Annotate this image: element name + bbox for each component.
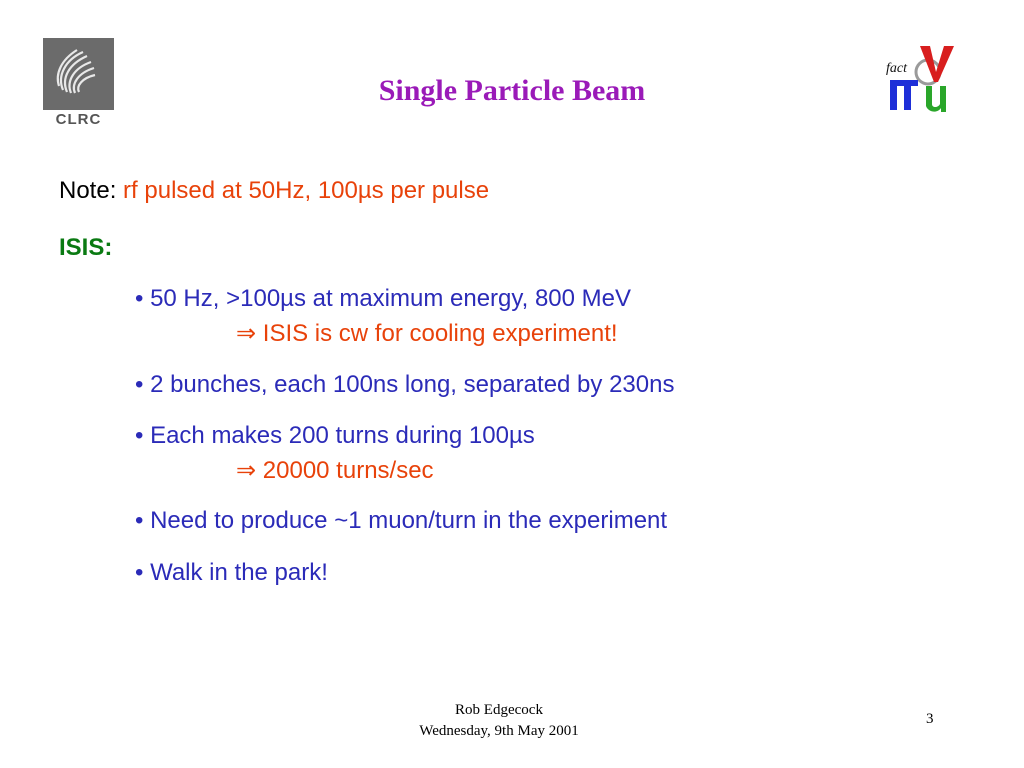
isis-heading: ISIS:: [59, 234, 113, 261]
note-line: [59, 177, 489, 205]
bullet-item: • Each makes 200 turns during 100µs: [135, 422, 535, 449]
nufact-logo-text: fact: [886, 61, 907, 76]
bullet-implication: ⇒ 20000 turns/sec: [236, 457, 434, 484]
footer-date: Wednesday, 9th May 2001: [419, 723, 579, 739]
bullet-item: • 2 bunches, each 100ns long, separated by 230ns: [135, 371, 675, 398]
bullet-item: • 50 Hz, >100µs at maximum energy, 800 MeV: [135, 285, 632, 312]
slide-title: Single Particle Beam: [378, 74, 646, 107]
page-number: 3: [926, 711, 934, 727]
nufact-logo: [884, 42, 960, 118]
note-label: Note:: [59, 177, 117, 204]
footer-author: Rob Edgecock: [455, 702, 543, 718]
clrc-logo-text: CLRC: [55, 111, 102, 128]
bullet-implication: ⇒ ISIS is cw for cooling experiment!: [236, 320, 618, 347]
bullet-item: • Walk in the park!: [135, 559, 328, 586]
note-text: rf pulsed at 50Hz, 100µs per pulse: [123, 177, 490, 204]
bullet-item: • Need to produce ~1 muon/turn in the experiment: [135, 507, 668, 534]
